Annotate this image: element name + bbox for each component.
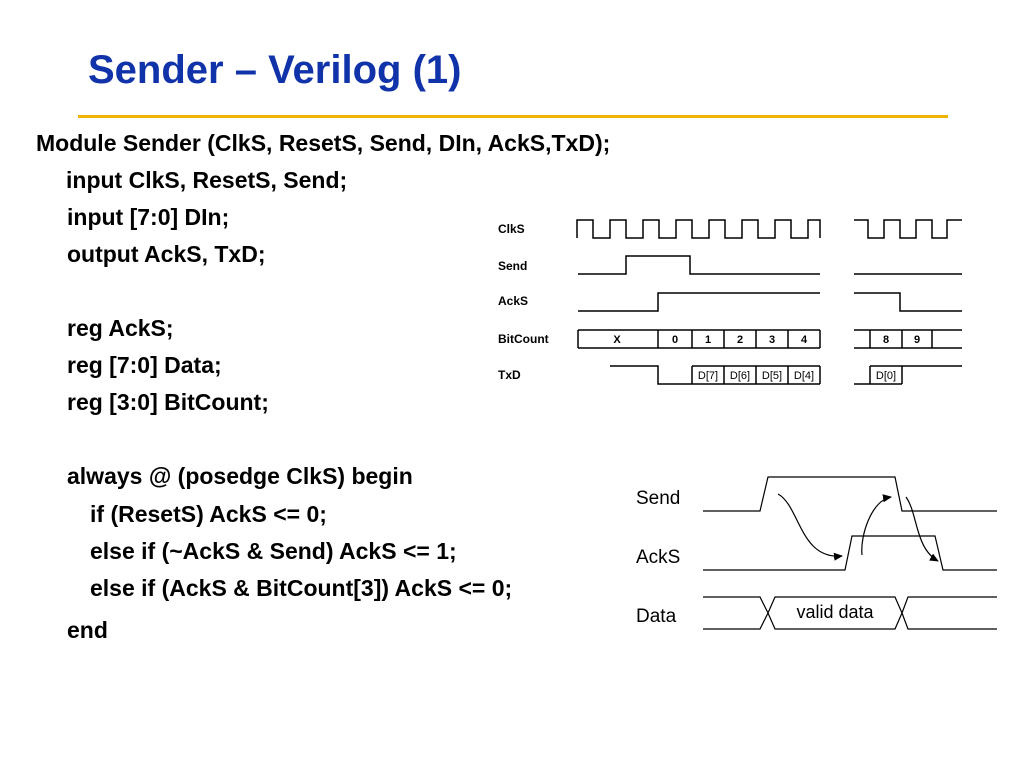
code-line-reg-data: reg [7:0] Data; (67, 352, 222, 378)
acks-waveform-continued (854, 293, 962, 311)
code-line-reg-acks: reg AckS; (67, 315, 174, 341)
handshake-label-send: Send (636, 488, 681, 509)
bitcount-value: 1 (704, 334, 712, 346)
handshake-send-waveform (703, 477, 997, 511)
signal-label-bitcount: BitCount (498, 332, 549, 346)
txd-bit-label: D[4] (793, 370, 815, 382)
signal-label-clks: ClkS (498, 222, 525, 236)
bitcount-value: X (613, 334, 621, 346)
bitcount-value: 9 (913, 334, 921, 346)
bitcount-value: 3 (768, 334, 776, 346)
bitcount-value: 2 (736, 334, 744, 346)
timing-diagram (498, 220, 962, 384)
txd-bit-label: D[5] (761, 370, 783, 382)
slide-title: Sender – Verilog (1) (88, 48, 462, 92)
bitcount-value: 4 (800, 334, 808, 346)
valid-data-label: valid data (796, 602, 874, 622)
send-waveform (578, 256, 820, 274)
txd-bit-label: D[6] (729, 370, 751, 382)
bitcount-bus-continued (854, 330, 962, 348)
bitcount-value: 8 (882, 334, 890, 346)
txd-bit-label: D[0] (875, 370, 897, 382)
bitcount-value: 0 (671, 334, 679, 346)
acks-waveform (578, 293, 820, 311)
code-line-else-if-send: else if (~AckS & Send) AckS <= 1; (90, 538, 457, 564)
code-line-always: always @ (posedge ClkS) begin (67, 463, 413, 489)
code-line-input-clk: input ClkS, ResetS, Send; (66, 167, 348, 193)
clks-waveform (577, 220, 820, 238)
signal-label-send: Send (498, 259, 528, 273)
clks-waveform-continued (854, 220, 962, 238)
code-line-else-if-bitcount: else if (AckS & BitCount[3]) AckS <= 0; (90, 575, 513, 601)
handshake-label-acks: AckS (636, 547, 681, 568)
signal-label-txd: TxD (498, 368, 521, 382)
txd-bit-label: D[7] (697, 370, 719, 382)
code-line-output: output AckS, TxD; (67, 241, 266, 267)
send-to-acks-arrow (778, 494, 842, 556)
handshake-label-data: Data (636, 606, 677, 627)
send-to-acks-release-arrow (906, 497, 938, 561)
code-line-end: end (67, 617, 108, 643)
txd-waveform-continued (854, 366, 962, 384)
code-line-reg-bitcount: reg [3:0] BitCount; (67, 389, 269, 415)
code-line-input-din: input [7:0] DIn; (67, 204, 230, 230)
acks-to-send-arrow (862, 497, 891, 555)
code-line-module: Module Sender (ClkS, ResetS, Send, DIn, AckS,TxD); (36, 130, 611, 156)
signal-label-acks: AckS (498, 294, 529, 308)
handshake-acks-waveform (703, 536, 997, 570)
handshake-diagram (636, 477, 997, 629)
code-line-if-reset: if (ResetS) AckS <= 0; (90, 501, 327, 527)
